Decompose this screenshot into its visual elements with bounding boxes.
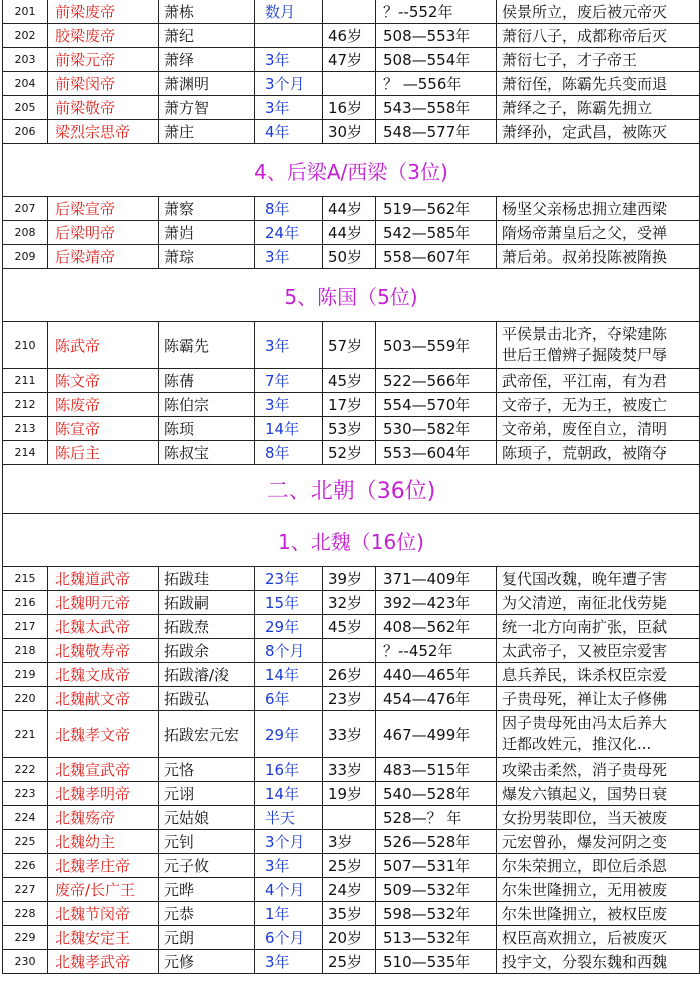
note-line: 女扮男装即位，当天被废 <box>502 809 668 827</box>
emperor-name: 萧渊明 <box>159 72 255 95</box>
reign-length: 4年 <box>255 120 323 143</box>
table-row <box>3 417 699 441</box>
note-cell <box>497 24 699 47</box>
emperor-name: 拓跋珪 <box>159 567 255 590</box>
note-cell <box>497 393 699 416</box>
table-row <box>3 806 699 830</box>
note-cell <box>497 369 699 392</box>
lifespan: 509—532年 <box>376 878 497 901</box>
reign-length: 8年 <box>255 441 323 464</box>
emperor-name: 陈霸先 <box>159 322 255 368</box>
note-line: 萧绎之子，陈霸先拥立 <box>502 99 653 117</box>
emperor-title: 后梁明帝 <box>48 221 159 244</box>
row-number: 205 <box>3 96 48 119</box>
row-number: 214 <box>3 441 48 464</box>
lifespan: ？ —556年 <box>376 72 497 95</box>
row-number: 217 <box>3 615 48 638</box>
reign-length: 8年 <box>255 197 323 220</box>
reign-length: 29年 <box>255 711 323 757</box>
reign-length: 6年 <box>255 687 323 710</box>
note-line: 息兵养民，诛杀权臣宗爱 <box>502 666 668 684</box>
note-line: 萧衍侄，陈霸先兵变而退 <box>502 75 668 93</box>
age: 46岁 <box>323 24 376 47</box>
note-cell <box>497 687 699 710</box>
emperor-name: 萧方智 <box>159 96 255 119</box>
note-cell <box>497 830 699 853</box>
table-row <box>3 782 699 806</box>
note-line: 文帝弟，废侄自立，清明 <box>502 420 668 438</box>
emperor-title: 北魏孝庄帝 <box>48 854 159 877</box>
emperor-name: 元钊 <box>159 830 255 853</box>
row-number: 204 <box>3 72 48 95</box>
reign-length: 数月 <box>255 0 323 23</box>
reign-length: 24年 <box>255 221 323 244</box>
reign-length: 3年 <box>255 245 323 268</box>
reign-length: 3年 <box>255 854 323 877</box>
age: 3岁 <box>323 830 376 853</box>
row-number: 226 <box>3 854 48 877</box>
note-cell <box>497 567 699 590</box>
emperor-title: 北魏宣武帝 <box>48 758 159 781</box>
note-line: 攻梁击柔然，消子贵母死 <box>502 761 668 779</box>
lifespan: 526—528年 <box>376 830 497 853</box>
age <box>323 72 376 95</box>
row-number: 201 <box>3 0 48 23</box>
emperor-title: 北魏节闵帝 <box>48 902 159 925</box>
reign-length: 半天 <box>255 806 323 829</box>
lifespan: ？--452年 <box>376 639 497 662</box>
reign-length: 3年 <box>255 322 323 368</box>
note-line: 萧后弟。叔弟投陈被隋换 <box>502 248 668 266</box>
reign-length: 3个月 <box>255 72 323 95</box>
emperor-name: 元诩 <box>159 782 255 805</box>
table-row <box>3 878 699 902</box>
emperor-title: 北魏文成帝 <box>48 663 159 686</box>
lifespan: 530—582年 <box>376 417 497 440</box>
row-number: 207 <box>3 197 48 220</box>
note-line: 萧绎孙，定武昌，被陈灭 <box>502 123 668 141</box>
emperor-title: 北魏太武帝 <box>48 615 159 638</box>
reign-length: 3年 <box>255 96 323 119</box>
emperor-name: 陈蒨 <box>159 369 255 392</box>
emperor-title: 陈宣帝 <box>48 417 159 440</box>
note-cell <box>497 441 699 464</box>
emperor-name: 拓跋弘 <box>159 687 255 710</box>
note-line: 爆发六镇起义，国势日衰 <box>502 785 668 803</box>
age: 45岁 <box>323 615 376 638</box>
table-row <box>3 687 699 711</box>
table-row <box>3 197 699 221</box>
age: 35岁 <box>323 902 376 925</box>
section-heading: 5、陈国（5位) <box>3 269 699 322</box>
age: 33岁 <box>323 711 376 757</box>
table-row <box>3 926 699 950</box>
lifespan: 371—409年 <box>376 567 497 590</box>
reign-length: 1年 <box>255 902 323 925</box>
age: 30岁 <box>323 120 376 143</box>
note-line: 太武帝子，又被臣宗爱害 <box>502 642 668 660</box>
reign-length: 6个月 <box>255 926 323 949</box>
lifespan: 507—531年 <box>376 854 497 877</box>
table-row <box>3 902 699 926</box>
note-cell <box>497 806 699 829</box>
note-line: 文帝子，无为王，被废亡 <box>502 396 668 414</box>
row-number: 210 <box>3 322 48 368</box>
table-row <box>3 72 699 96</box>
note-cell <box>497 322 699 368</box>
age: 19岁 <box>323 782 376 805</box>
emperor-title: 陈文帝 <box>48 369 159 392</box>
table-row <box>3 639 699 663</box>
note-line: 萧衍七子，才子帝王 <box>502 51 638 69</box>
section-heading: 4、后梁A/西梁（3位) <box>3 144 699 197</box>
age: 24岁 <box>323 878 376 901</box>
emperor-name: 元姑娘 <box>159 806 255 829</box>
emperor-name: 萧栋 <box>159 0 255 23</box>
table-row <box>3 854 699 878</box>
age: 52岁 <box>323 441 376 464</box>
lifespan: 454—476年 <box>376 687 497 710</box>
lifespan: 508—554年 <box>376 48 497 71</box>
emperor-name: 拓跋余 <box>159 639 255 662</box>
emperor-name: 萧察 <box>159 197 255 220</box>
reign-length: 8个月 <box>255 639 323 662</box>
age: 53岁 <box>323 417 376 440</box>
emperor-title: 北魏孝文帝 <box>48 711 159 757</box>
note-cell <box>497 758 699 781</box>
lifespan: 392—423年 <box>376 591 497 614</box>
emperor-title: 前梁闵帝 <box>48 72 159 95</box>
lifespan: 513—532年 <box>376 926 497 949</box>
lifespan: 408—562年 <box>376 615 497 638</box>
note-line: 尔朱荣拥立，即位后杀恩 <box>502 857 668 875</box>
table-row <box>3 663 699 687</box>
note-line: 武帝侄，平江南，有为君 <box>502 372 668 390</box>
emperor-name: 拓跋嗣 <box>159 591 255 614</box>
reign-length: 14年 <box>255 663 323 686</box>
emperor-title: 梁烈宗思帝 <box>48 120 159 143</box>
row-number: 202 <box>3 24 48 47</box>
table-row <box>3 369 699 393</box>
age: 26岁 <box>323 663 376 686</box>
section-heading: 1、北魏（16位) <box>3 514 699 567</box>
reign-length: 15年 <box>255 591 323 614</box>
lifespan: ？--552年 <box>376 0 497 23</box>
row-number: 215 <box>3 567 48 590</box>
note-cell <box>497 615 699 638</box>
note-cell <box>497 950 699 973</box>
row-number: 209 <box>3 245 48 268</box>
emperor-name: 陈顼 <box>159 417 255 440</box>
note-cell <box>497 245 699 268</box>
lifespan: 510—535年 <box>376 950 497 973</box>
emperor-title: 废帝/长广王 <box>48 878 159 901</box>
age: 23岁 <box>323 687 376 710</box>
note-line: 权臣高欢拥立，后被废灭 <box>502 929 668 947</box>
note-cell <box>497 878 699 901</box>
table-row <box>3 322 699 369</box>
table-row <box>3 245 699 269</box>
emperor-name: 元修 <box>159 950 255 973</box>
row-number: 212 <box>3 393 48 416</box>
reign-length: 3年 <box>255 393 323 416</box>
row-number: 230 <box>3 950 48 973</box>
row-number: 221 <box>3 711 48 757</box>
lifespan: 528—？ 年 <box>376 806 497 829</box>
emperor-title: 胶梁废帝 <box>48 24 159 47</box>
age: 33岁 <box>323 758 376 781</box>
note-cell <box>497 197 699 220</box>
reign-length: 3年 <box>255 48 323 71</box>
lifespan: 440—465年 <box>376 663 497 686</box>
row-number: 206 <box>3 120 48 143</box>
note-line: 元宏曾孙，爆发河阴之变 <box>502 833 668 851</box>
emperor-name: 拓跋焘 <box>159 615 255 638</box>
lifespan: 554—570年 <box>376 393 497 416</box>
note-line: 子贵母死，禅让太子修佛 <box>502 690 668 708</box>
reign-length: 29年 <box>255 615 323 638</box>
row-number: 229 <box>3 926 48 949</box>
emperor-title: 陈武帝 <box>48 322 159 368</box>
row-number: 225 <box>3 830 48 853</box>
note-line: 迁都改姓元，推汉化... <box>502 735 652 753</box>
age: 50岁 <box>323 245 376 268</box>
note-cell <box>497 639 699 662</box>
note-cell <box>497 782 699 805</box>
age: 32岁 <box>323 591 376 614</box>
emperor-name: 萧岿 <box>159 221 255 244</box>
emperor-name: 萧琮 <box>159 245 255 268</box>
table-row <box>3 120 699 144</box>
table-row <box>3 567 699 591</box>
note-cell <box>497 96 699 119</box>
note-line: 隋炀帝萧皇后之父，受禅 <box>502 224 668 242</box>
age: 45岁 <box>323 369 376 392</box>
note-line: 为父清逆，南征北伐劳毙 <box>502 594 668 612</box>
age: 39岁 <box>323 567 376 590</box>
note-cell <box>497 417 699 440</box>
table-row <box>3 711 699 758</box>
table-row <box>3 758 699 782</box>
emperor-name: 萧庄 <box>159 120 255 143</box>
lifespan: 540—528年 <box>376 782 497 805</box>
age <box>323 0 376 23</box>
row-number: 213 <box>3 417 48 440</box>
reign-length: 16年 <box>255 758 323 781</box>
note-cell <box>497 854 699 877</box>
row-number: 228 <box>3 902 48 925</box>
age: 25岁 <box>323 950 376 973</box>
age: 47岁 <box>323 48 376 71</box>
table-row <box>3 950 699 974</box>
row-number: 218 <box>3 639 48 662</box>
emperor-title: 北魏安定王 <box>48 926 159 949</box>
table-row <box>3 0 699 24</box>
lifespan: 503—559年 <box>376 322 497 368</box>
emperor-name: 拓跋宏元宏 <box>159 711 255 757</box>
emperor-name: 元朗 <box>159 926 255 949</box>
emperor-title: 北魏幼主 <box>48 830 159 853</box>
note-cell <box>497 902 699 925</box>
emperor-title: 北魏孝武帝 <box>48 950 159 973</box>
emperor-name: 拓跋濬/浚 <box>159 663 255 686</box>
row-number: 224 <box>3 806 48 829</box>
emperor-name: 元晔 <box>159 878 255 901</box>
note-cell <box>497 72 699 95</box>
reign-length: 3年 <box>255 950 323 973</box>
reign-length: 4个月 <box>255 878 323 901</box>
row-number: 219 <box>3 663 48 686</box>
age: 44岁 <box>323 221 376 244</box>
row-number: 216 <box>3 591 48 614</box>
note-line: 因子贵母死由冯太后养大 <box>502 714 668 732</box>
emperor-title: 北魏道武帝 <box>48 567 159 590</box>
age <box>323 639 376 662</box>
emperor-title: 陈后主 <box>48 441 159 464</box>
lifespan: 548—577年 <box>376 120 497 143</box>
emperor-name: 元恭 <box>159 902 255 925</box>
emperor-title: 北魏孝明帝 <box>48 782 159 805</box>
table-row <box>3 96 699 120</box>
emperor-name: 萧绎 <box>159 48 255 71</box>
note-line: 投宇文，分裂东魏和西魏 <box>502 953 668 971</box>
lifespan: 543—558年 <box>376 96 497 119</box>
age: 20岁 <box>323 926 376 949</box>
emperor-name: 陈伯宗 <box>159 393 255 416</box>
note-line: 杨坚父亲杨忠拥立建西梁 <box>502 200 668 218</box>
lifespan: 483—515年 <box>376 758 497 781</box>
note-line: 平侯景击北齐，夺梁建陈 <box>502 325 668 343</box>
row-number: 211 <box>3 369 48 392</box>
note-line: 尔朱世隆拥立，被权臣废 <box>502 905 668 923</box>
emperor-table <box>2 0 700 974</box>
emperor-name: 萧纪 <box>159 24 255 47</box>
note-line: 萧衍八子，成都称帝后灭 <box>502 27 668 45</box>
note-line: 陈顼子，荒朝政，被隋夺 <box>502 444 668 462</box>
note-line: 世后王僧辨子掘陵焚尸辱 <box>502 346 668 364</box>
row-number: 208 <box>3 221 48 244</box>
emperor-title: 前梁敬帝 <box>48 96 159 119</box>
row-number: 222 <box>3 758 48 781</box>
note-line: 统一北方向南扩张，臣弑 <box>502 618 668 636</box>
emperor-title: 前梁元帝 <box>48 48 159 71</box>
emperor-title: 北魏敬寿帝 <box>48 639 159 662</box>
lifespan: 542—585年 <box>376 221 497 244</box>
emperor-title: 北魏献文帝 <box>48 687 159 710</box>
emperor-name: 元子攸 <box>159 854 255 877</box>
note-line: 复代国改魏，晚年遭子害 <box>502 570 668 588</box>
note-cell <box>497 48 699 71</box>
emperor-title: 前梁废帝 <box>48 0 159 23</box>
reign-length: 7年 <box>255 369 323 392</box>
lifespan: 558—607年 <box>376 245 497 268</box>
emperor-title: 北魏明元帝 <box>48 591 159 614</box>
row-number: 220 <box>3 687 48 710</box>
age: 16岁 <box>323 96 376 119</box>
table-row <box>3 830 699 854</box>
reign-length: 3个月 <box>255 830 323 853</box>
table-row <box>3 441 699 465</box>
section-heading: 二、北朝（36位) <box>3 465 699 514</box>
row-number: 223 <box>3 782 48 805</box>
age <box>323 806 376 829</box>
note-cell <box>497 120 699 143</box>
table-row <box>3 48 699 72</box>
note-line: 侯景所立，废后被元帝灭 <box>502 3 668 21</box>
emperor-title: 后梁宣帝 <box>48 197 159 220</box>
lifespan: 519—562年 <box>376 197 497 220</box>
age: 25岁 <box>323 854 376 877</box>
note-cell <box>497 711 699 757</box>
lifespan: 467—499年 <box>376 711 497 757</box>
table-row <box>3 393 699 417</box>
age: 44岁 <box>323 197 376 220</box>
table-row <box>3 591 699 615</box>
emperor-title: 陈废帝 <box>48 393 159 416</box>
lifespan: 553—604年 <box>376 441 497 464</box>
emperor-name: 陈叔宝 <box>159 441 255 464</box>
note-cell <box>497 663 699 686</box>
reign-length: 14年 <box>255 782 323 805</box>
note-cell <box>497 221 699 244</box>
note-cell <box>497 591 699 614</box>
lifespan: 598—532年 <box>376 902 497 925</box>
lifespan: 522—566年 <box>376 369 497 392</box>
row-number: 227 <box>3 878 48 901</box>
table-row <box>3 24 699 48</box>
table-row <box>3 615 699 639</box>
age: 57岁 <box>323 322 376 368</box>
reign-length <box>255 24 323 47</box>
reign-length: 14年 <box>255 417 323 440</box>
emperor-title: 北魏殇帝 <box>48 806 159 829</box>
note-line: 尔朱世隆拥立，无用被废 <box>502 881 668 899</box>
table-row <box>3 221 699 245</box>
row-number: 203 <box>3 48 48 71</box>
age: 17岁 <box>323 393 376 416</box>
lifespan: 508—553年 <box>376 24 497 47</box>
emperor-name: 元恪 <box>159 758 255 781</box>
note-cell <box>497 926 699 949</box>
reign-length: 23年 <box>255 567 323 590</box>
emperor-title: 后梁靖帝 <box>48 245 159 268</box>
note-cell <box>497 0 699 23</box>
